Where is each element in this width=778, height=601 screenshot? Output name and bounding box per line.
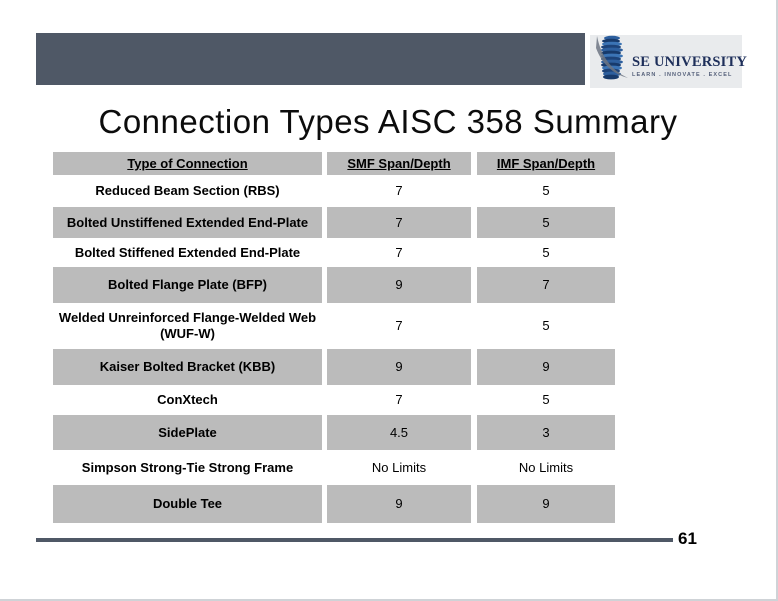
cell-connection-type: Welded Unreinforced Flange-Welded Web (WUF-W) xyxy=(58,310,317,341)
table-row xyxy=(53,485,615,523)
cell-connection-type: SidePlate xyxy=(53,415,322,450)
cell-connection-type: ConXtech xyxy=(157,392,218,408)
cell-smf-value: 7 xyxy=(395,392,403,408)
cell-smf-value: 7 xyxy=(327,207,471,238)
cell-imf-value: 5 xyxy=(542,318,550,334)
cell-imf-value: 5 xyxy=(477,207,615,238)
column-header-imf: IMF Span/Depth xyxy=(477,152,615,175)
cell-imf-value: 5 xyxy=(542,244,550,260)
cell-connection-type: Reduced Beam Section (RBS) xyxy=(95,183,280,199)
cell-smf-value: 9 xyxy=(327,267,471,303)
table-row xyxy=(53,267,615,303)
page-number: 61 xyxy=(678,529,697,548)
column-header-type: Type of Connection xyxy=(53,152,322,175)
table-row xyxy=(53,175,615,207)
table-row xyxy=(53,385,615,415)
cell-imf-value: 7 xyxy=(477,267,615,303)
cell-imf-value: 9 xyxy=(477,485,615,523)
cell-connection-type: Double Tee xyxy=(53,485,322,523)
table-row xyxy=(53,415,615,450)
cell-smf-value: 9 xyxy=(327,485,471,523)
cell-imf-value: 5 xyxy=(542,183,550,199)
table-row xyxy=(53,238,615,267)
logo-text xyxy=(632,55,747,78)
cell-smf-value: 7 xyxy=(395,244,403,260)
cell-imf-value: 5 xyxy=(542,392,550,408)
cell-connection-type: Bolted Flange Plate (BFP) xyxy=(53,267,322,303)
cell-imf-value: No Limits xyxy=(518,459,574,475)
footer-divider xyxy=(36,538,673,542)
logo-title: SE UNIVERSITY xyxy=(632,54,748,71)
table-row xyxy=(53,207,615,238)
table-row xyxy=(53,349,615,385)
cell-smf-value: 9 xyxy=(327,349,471,385)
cell-smf-value: 4.5 xyxy=(327,415,471,450)
table-row xyxy=(53,450,615,485)
logo xyxy=(590,35,748,88)
cell-imf-value: 3 xyxy=(477,415,615,450)
cell-smf-value: 7 xyxy=(395,183,403,199)
cell-smf-value: No Limits xyxy=(371,459,427,475)
cell-connection-type: Simpson Strong-Tie Strong Frame xyxy=(81,459,294,475)
column-header-smf: SMF Span/Depth xyxy=(327,152,471,175)
cell-smf-value: 7 xyxy=(395,318,403,334)
header-accent-bar xyxy=(36,33,585,85)
se-university-tower-icon xyxy=(595,34,629,89)
logo-tagline: LEARN . INNOVATE . EXCEL xyxy=(632,71,733,78)
summary-table xyxy=(53,152,615,523)
table-header-row xyxy=(53,152,615,175)
slide-title: Connection Types AISC 358 Summary xyxy=(98,103,678,140)
cell-connection-type: Bolted Stiffened Extended End-Plate xyxy=(74,244,301,260)
cell-imf-value: 9 xyxy=(477,349,615,385)
table-row xyxy=(53,303,615,349)
cell-connection-type: Bolted Unstiffened Extended End-Plate xyxy=(53,207,322,238)
cell-connection-type: Kaiser Bolted Bracket (KBB) xyxy=(53,349,322,385)
